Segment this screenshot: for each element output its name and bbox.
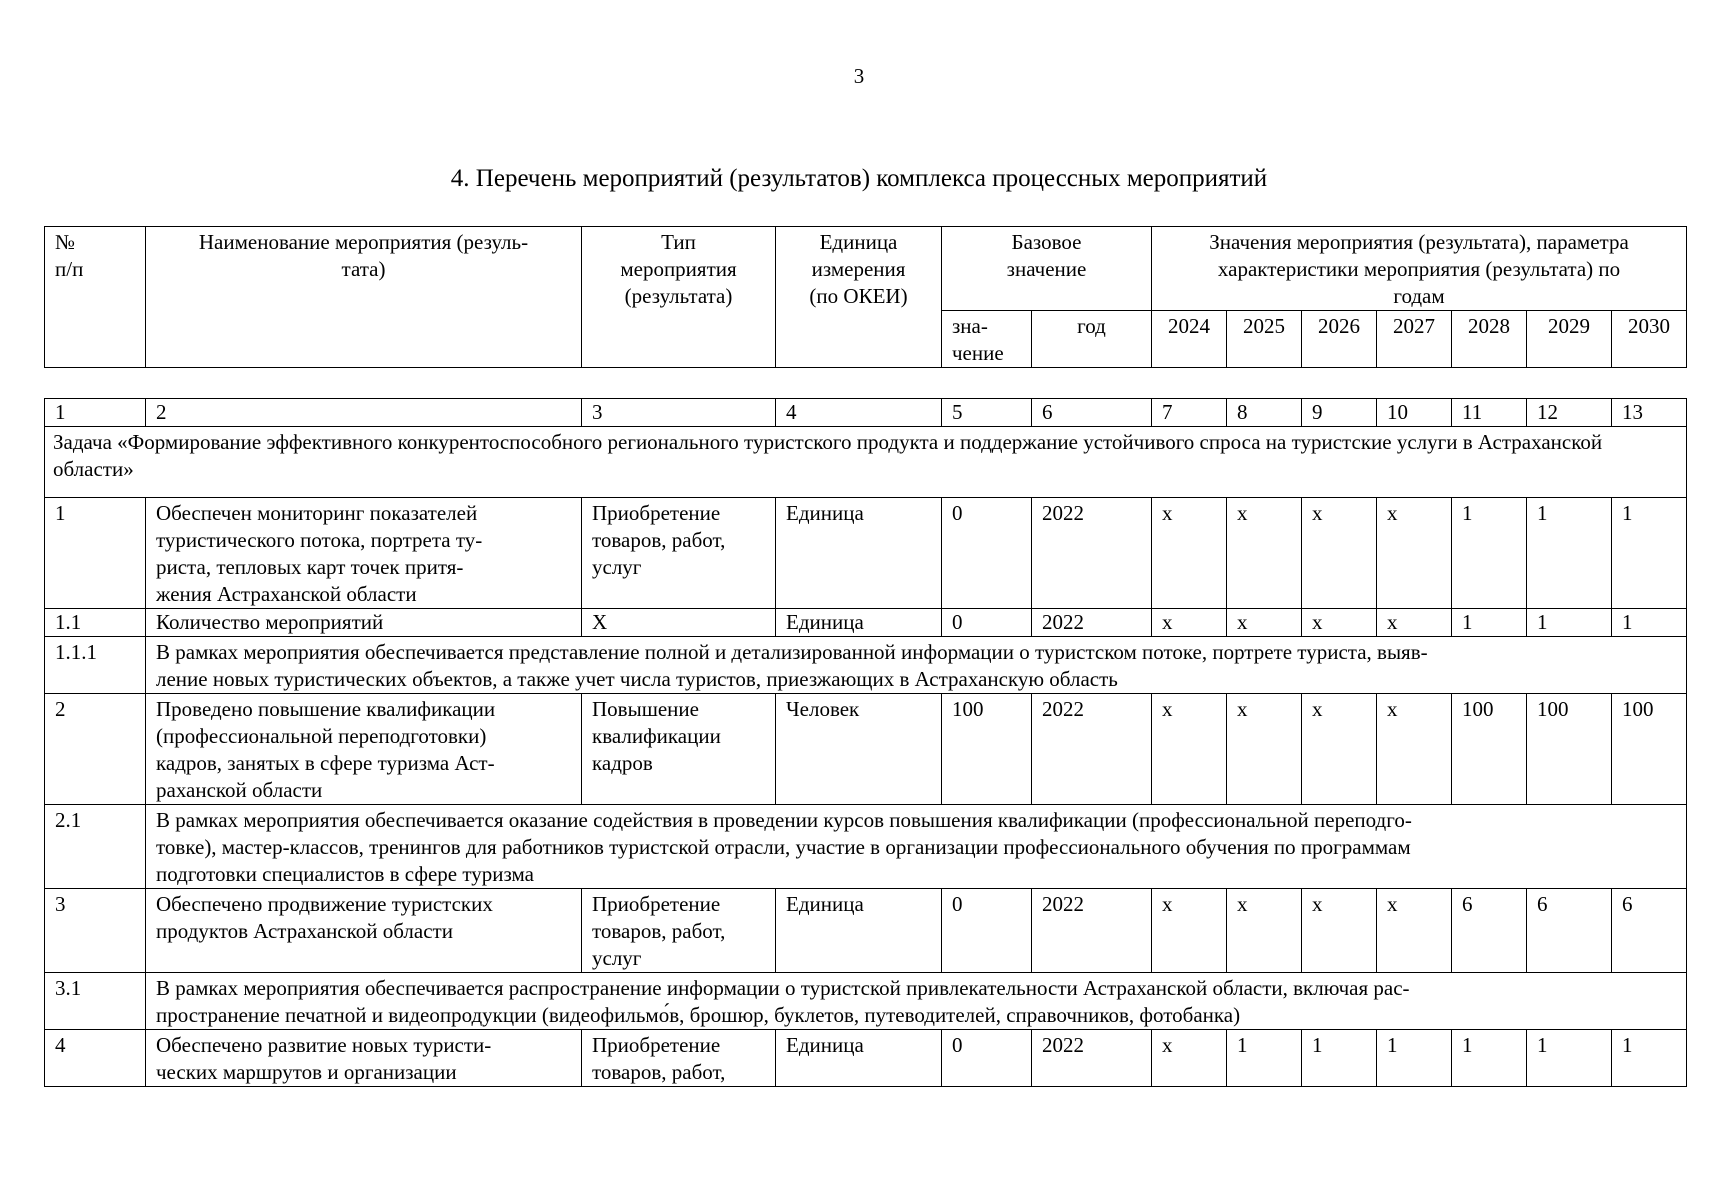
row-number: 2 xyxy=(45,694,146,805)
row-description: В рамках мероприятия обеспечивается представление полной и детализированной информации о туристском потоке, портрете туриста, выяв- ление новых туристических объектов, а также учет числа туристов, приезжающих в Астраханскую область xyxy=(146,637,1687,694)
row-number: 1.1.1 xyxy=(45,637,146,694)
row-value: 1 xyxy=(1302,1030,1377,1087)
column-number: 10 xyxy=(1377,399,1452,427)
row-base-value: 0 xyxy=(942,498,1032,609)
header-number: № п/п xyxy=(45,227,146,368)
row-value: 1 xyxy=(1612,609,1687,637)
header-table xyxy=(44,226,1687,368)
row-value: 1 xyxy=(1527,498,1612,609)
column-number: 12 xyxy=(1527,399,1612,427)
description-row xyxy=(45,637,1687,694)
column-number: 13 xyxy=(1612,399,1687,427)
header-base-value: зна- чение xyxy=(942,311,1032,368)
row-unit: Единица xyxy=(776,498,942,609)
header-unit: Единица измерения (по ОКЕИ) xyxy=(776,227,942,368)
header-year: 2024 xyxy=(1152,311,1227,368)
row-value: x xyxy=(1227,609,1302,637)
column-number: 6 xyxy=(1032,399,1152,427)
row-number: 1 xyxy=(45,498,146,609)
row-name: Количество мероприятий xyxy=(146,609,582,637)
column-number: 3 xyxy=(582,399,776,427)
row-name: Обеспечен мониторинг показателей туристического потока, портрета ту- риста, тепловых карт точек притя- жения Астраханской области xyxy=(146,498,582,609)
header-values: Значения мероприятия (результата), параметра характеристики мероприятия (результата) по годам xyxy=(1152,227,1687,311)
row-value: x xyxy=(1227,889,1302,973)
row-type: X xyxy=(582,609,776,637)
row-value: x xyxy=(1152,1030,1227,1087)
header-year: 2025 xyxy=(1227,311,1302,368)
table-row xyxy=(45,694,1687,805)
row-base-value: 0 xyxy=(942,889,1032,973)
row-name: Обеспечено развитие новых туристи- ческих маршрутов и организации xyxy=(146,1030,582,1087)
row-name: Обеспечено продвижение туристских продуктов Астраханской области xyxy=(146,889,582,973)
table-row xyxy=(45,889,1687,973)
row-name: Проведено повышение квалификации (профессиональной переподготовки) кадров, занятых в сфере туризма Аст- раханской области xyxy=(146,694,582,805)
row-base-year: 2022 xyxy=(1032,1030,1152,1087)
description-row xyxy=(45,805,1687,889)
row-number: 3 xyxy=(45,889,146,973)
row-number: 2.1 xyxy=(45,805,146,889)
row-description: В рамках мероприятия обеспечивается распространение информации о туристской привлекательности Астраханской области, включая рас- пространение печатной и видеопродукции (видеофильмо́в, брошюр, буклетов, путеводителей, справочников, фотобанка) xyxy=(146,973,1687,1030)
row-value: x xyxy=(1377,609,1452,637)
row-value: x xyxy=(1152,889,1227,973)
row-value: x xyxy=(1152,694,1227,805)
table-row xyxy=(45,609,1687,637)
row-value: 100 xyxy=(1612,694,1687,805)
header-type: Тип мероприятия (результата) xyxy=(582,227,776,368)
row-value: 6 xyxy=(1612,889,1687,973)
column-numbers-row xyxy=(45,399,1687,427)
task-row xyxy=(45,427,1687,498)
row-unit: Единица xyxy=(776,889,942,973)
row-number: 1.1 xyxy=(45,609,146,637)
row-base-value: 100 xyxy=(942,694,1032,805)
row-base-year: 2022 xyxy=(1032,694,1152,805)
row-base-value: 0 xyxy=(942,1030,1032,1087)
column-number: 2 xyxy=(146,399,582,427)
row-value: x xyxy=(1227,694,1302,805)
description-row xyxy=(45,973,1687,1030)
column-number: 1 xyxy=(45,399,146,427)
main-table xyxy=(44,398,1687,1087)
column-number: 11 xyxy=(1452,399,1527,427)
page-number: 3 xyxy=(853,64,865,88)
header-year: 2026 xyxy=(1302,311,1377,368)
row-value: 1 xyxy=(1612,1030,1687,1087)
row-value: x xyxy=(1227,498,1302,609)
row-value: x xyxy=(1377,694,1452,805)
header-year: 2027 xyxy=(1377,311,1452,368)
header-year: 2029 xyxy=(1527,311,1612,368)
table-row xyxy=(45,1030,1687,1087)
row-value: x xyxy=(1302,694,1377,805)
row-value: x xyxy=(1302,609,1377,637)
row-number: 3.1 xyxy=(45,973,146,1030)
row-value: 1 xyxy=(1227,1030,1302,1087)
row-base-year: 2022 xyxy=(1032,609,1152,637)
row-value: x xyxy=(1377,498,1452,609)
row-type: Приобретение товаров, работ, услуг xyxy=(582,498,776,609)
table-row xyxy=(45,498,1687,609)
header-name: Наименование мероприятия (резуль- тата) xyxy=(146,227,582,368)
row-type: Приобретение товаров, работ, xyxy=(582,1030,776,1087)
row-value: 1 xyxy=(1452,1030,1527,1087)
row-value: 1 xyxy=(1452,498,1527,609)
header-base-year: год xyxy=(1032,311,1152,368)
row-value: x xyxy=(1377,889,1452,973)
section-title: 4. Перечень мероприятий (результатов) комплекса процессных мероприятий xyxy=(450,165,1268,192)
column-number: 4 xyxy=(776,399,942,427)
column-number: 7 xyxy=(1152,399,1227,427)
header-base: Базовое значение xyxy=(942,227,1152,311)
row-value: 1 xyxy=(1377,1030,1452,1087)
row-value: 1 xyxy=(1452,609,1527,637)
row-type: Приобретение товаров, работ, услуг xyxy=(582,889,776,973)
row-value: 1 xyxy=(1527,1030,1612,1087)
row-value: x xyxy=(1152,609,1227,637)
row-base-year: 2022 xyxy=(1032,498,1152,609)
row-description: В рамках мероприятия обеспечивается оказание содействия в проведении курсов повышения квалификации (профессиональной переподго- товке), мастер-классов, тренингов для работников туристской отрасли, участие в организации профессионального обучения по программам подготовки специалистов в сфере туризма xyxy=(146,805,1687,889)
row-value: 1 xyxy=(1527,609,1612,637)
row-value: 6 xyxy=(1527,889,1612,973)
row-unit: Единица xyxy=(776,1030,942,1087)
header-year: 2028 xyxy=(1452,311,1527,368)
header-year: 2030 xyxy=(1612,311,1687,368)
task-text: Задача «Формирование эффективного конкурентоспособного регионального туристского продукта и поддержание устойчивого спроса на туристские услуги в Астраханской области» xyxy=(45,427,1687,498)
row-unit: Человек xyxy=(776,694,942,805)
row-value: x xyxy=(1152,498,1227,609)
row-base-value: 0 xyxy=(942,609,1032,637)
row-value: x xyxy=(1302,889,1377,973)
row-value: 100 xyxy=(1452,694,1527,805)
row-value: 100 xyxy=(1527,694,1612,805)
row-unit: Единица xyxy=(776,609,942,637)
row-type: Повышение квалификации кадров xyxy=(582,694,776,805)
row-value: x xyxy=(1302,498,1377,609)
row-number: 4 xyxy=(45,1030,146,1087)
row-value: 6 xyxy=(1452,889,1527,973)
row-base-year: 2022 xyxy=(1032,889,1152,973)
column-number: 9 xyxy=(1302,399,1377,427)
column-number: 5 xyxy=(942,399,1032,427)
column-number: 8 xyxy=(1227,399,1302,427)
row-value: 1 xyxy=(1612,498,1687,609)
